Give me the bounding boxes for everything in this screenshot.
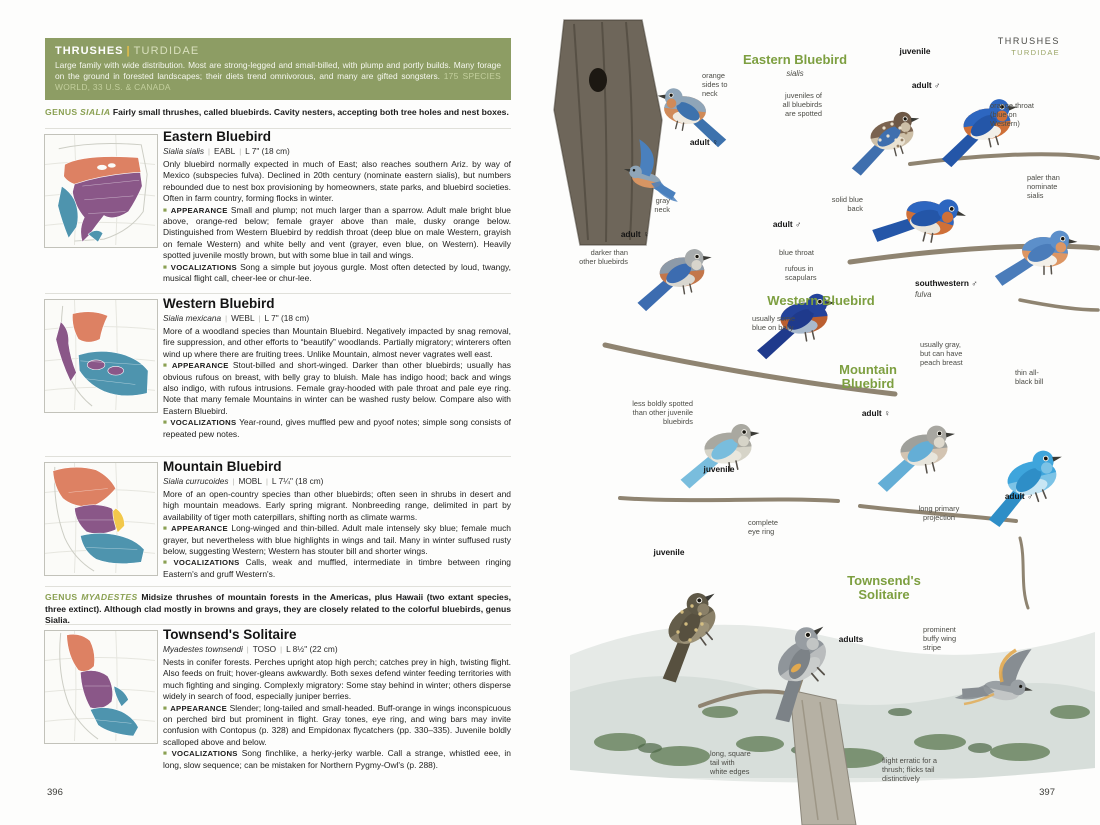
family-header-box — [45, 38, 511, 100]
species-meta: Myadestes townsendi | TOSO | L 8½" (22 cm) — [163, 644, 338, 654]
label-paler-than-nominate: paler than nominate sialis — [1027, 173, 1060, 200]
label-buffy-wing-stripe: prominent buffy wing stripe — [923, 625, 957, 652]
label-adult-female-mountain: adult ♀ — [861, 408, 891, 418]
label-complete-eye-ring: complete eye ring — [748, 518, 778, 536]
species-intro: More of an open-country species than other bluebirds; often seen in shrubs in desert and high mountain meadows. Early spring migrant. Nonbreeding range, delimited in part by availability of tiger moth caterpillars, shifting north as climate warms. — [163, 489, 511, 522]
label-western-bluebird-heading: Western Bluebird — [767, 293, 875, 308]
species-vocalizations: ■ VOCALIZATIONS Calls, weak and muffled, intermediate in timbre between ringing Eastern's and gruff Western's. — [163, 557, 511, 579]
running-header-latin: TURDIDAE — [1011, 48, 1060, 57]
species-size: L 8½" (22 cm) — [286, 644, 338, 654]
genus-sialia-line: GENUS SIALIA Fairly small thrushes, called bluebirds. Cavity nesters, accepting both tree holes and nest boxes. — [45, 107, 509, 117]
banding-code: EABL — [214, 146, 236, 156]
species-name: Mountain Bluebird — [163, 459, 282, 474]
label-solid-blue-back: solid blue back — [831, 195, 863, 213]
annotation-layer — [550, 0, 1100, 825]
species-appearance: ■ APPEARANCE Long-winged and thin-billed. Adult male intensely sky blue; female much grayer, but nevertheless with blue highlights in wings and tail. Many in winter suffused rusty below, suggesting Western; Western has stouter bill and shorter wings. — [163, 523, 511, 557]
label-thin-all-black-bill: thin all- black bill — [1015, 368, 1044, 386]
label-southwestern-male: southwestern ♂ — [915, 278, 978, 288]
label-darker-than-other: darker than other bluebirds — [579, 248, 628, 266]
species-account-western-bluebird — [163, 297, 511, 440]
label-mountain-bluebird-heading: Mountain Bluebird — [839, 362, 897, 391]
label-adult-female-eastern: adult ♀ — [689, 137, 719, 147]
range-map-mountain-bluebird — [44, 462, 158, 576]
page-right — [550, 0, 1100, 825]
species-name: Townsend's Solitaire — [163, 627, 297, 642]
bullet-icon: ■ — [163, 525, 169, 533]
label-orange-throat: orange throat (blue on Western) — [990, 101, 1034, 128]
species-size: L 7" (18 cm) — [264, 313, 310, 323]
bullet-icon: ■ — [163, 704, 168, 712]
section-divider — [45, 456, 511, 457]
label-juvenile-townsends: juvenile — [653, 547, 685, 557]
family-title-name: THRUSHES — [55, 45, 124, 57]
range-map-eastern-bluebird — [44, 134, 158, 248]
species-meta: Sialia sialis | EABL | L 7" (18 cm) — [163, 146, 290, 156]
label-rufous-in-scapulars: rufous in scapulars — [785, 264, 817, 282]
family-title-divider: | — [126, 45, 131, 57]
range-map-western-bluebird — [44, 299, 158, 413]
species-account-mountain-bluebird — [163, 460, 511, 580]
label-long-primary-projection: long primary projection — [918, 504, 960, 522]
species-meta: Sialia mexicana | WEBL | L 7" (18 cm) — [163, 313, 310, 323]
species-size: L 7" (18 cm) — [245, 146, 290, 156]
label-juvenile-mountain: juvenile — [703, 464, 735, 474]
section-divider — [45, 624, 511, 625]
banding-code: MOBL — [238, 476, 262, 486]
species-intro: More of a woodland species than Mountain Bluebird. Negatively impacted by snag removal, fire suppression, and other efforts to “beautify” woodlands. Partially migratory; winterers often wind up where there are fruiting trees. Unlike Mountain, almost never vagrates well east. — [163, 326, 511, 359]
section-divider — [45, 128, 511, 129]
range-map-townsends-solitaire — [44, 630, 158, 744]
genus-myadestes-line: GENUS MYADESTES Midsize thrushes of mountain forests in the Americas, plus Hawaii (two extant species, three extinct). Although clad mostly in browns and grays, they are closely related to the colorful bluebirds, genus Sialia. — [45, 592, 511, 625]
species-account-townsends-solitaire — [163, 628, 511, 771]
label-less-boldly-spotted: less boldly spotted than other juvenile bluebirds — [632, 399, 693, 426]
species-intro: Only bluebird normally expected in much of East; also reaches southern Ariz. by way of Mexico (subspecies fulva). Declined in 20th century (nominate eastern sialis), but numbers rebounded due to nest box provisioning by homeowners, state parks, and bluebird societies. Often in farm country, forming flocks in winter. — [163, 159, 511, 204]
section-divider — [45, 293, 511, 294]
species-vocalizations: ■ VOCALIZATIONS Song a simple but joyous gurgle. Most often detected by loud, twangy, musical flight call, cheer-lee or chur-lee. — [163, 261, 511, 284]
label-long-square-tail: long, square tail with white edges — [710, 749, 751, 776]
label-eastern-bluebird-subspecies: sialis — [786, 69, 804, 78]
label-orange-sides-to-neck: orange sides to neck — [702, 71, 728, 98]
label-gray-neck: gray neck — [654, 196, 670, 214]
label-southwestern-fulva: fulva — [915, 290, 932, 299]
label-adults-townsends: adults — [838, 634, 864, 644]
banding-code: WEBL — [231, 313, 255, 323]
label-juveniles-spotted: juveniles of all bluebirds are spotted — [782, 91, 822, 118]
species-intro: Nests in conifer forests. Perches upright atop high perch; catches prey in high, twisting flight. Also feeds on fruit; hover-gleans awkwardly. Both sexes defend winter feeding territories with much fighting and singing. Complexly migratory: Some stay behind in winter; others disperse widely in search of food, especially juniper berries. — [163, 657, 511, 702]
bullet-icon: ■ — [163, 419, 168, 427]
label-eastern-bluebird-heading: Eastern Bluebird — [742, 52, 848, 67]
label-adult-male-western: adult ♂ — [772, 219, 802, 229]
species-name: Western Bluebird — [163, 296, 275, 311]
label-usually-gray-peach: usually gray, but can have peach breast — [920, 340, 963, 367]
scientific-name: Myadestes townsendi — [163, 644, 243, 654]
species-appearance: ■ APPEARANCE Small and plump; not much larger than a sparrow. Adult male bright blue above, orange-red below; female grayer above than male, dusky orange below. Distinguished from Western Bluebird by reddish throat (deep blue on male Western, grayish on female Western) and white belly and vent (grayer, even blue, on Western). Heavily spotted juvenile mostly brown, but with some blue in tail and wings. — [163, 204, 511, 261]
family-title — [55, 45, 501, 57]
label-townsends-heading: Townsend's Solitaire — [847, 573, 921, 602]
family-title-latin: TURDIDAE — [133, 45, 200, 57]
label-juvenile-eastern: juvenile — [899, 46, 931, 56]
banding-code: TOSO — [252, 644, 277, 654]
family-species-stats: 175 SPECIES WORLD, 33 U.S. & CANADA — [55, 71, 502, 92]
bullet-icon: ■ — [163, 362, 169, 370]
bullet-icon: ■ — [163, 206, 168, 214]
bullet-icon: ■ — [163, 750, 169, 758]
family-description: Large family with wide distribution. Most are strong-legged and small-billed, with plump and portly builds. Many forage on the ground in forested landscapes; their diets trend omnivorous, and many are gifted songsters. 175 SPECIES WORLD, 33 U.S. & CANADA — [55, 60, 502, 92]
label-blue-throat: blue throat — [779, 248, 814, 257]
species-meta: Sialia currucoides | MOBL | L 7¼" (18 cm) — [163, 476, 324, 486]
page-number-right: 397 — [1039, 787, 1055, 798]
label-flight-erratic: flight erratic for a thrush; flicks tail distinctively — [882, 756, 938, 783]
scientific-name: Sialia mexicana — [163, 313, 222, 323]
running-header-family: THRUSHES — [997, 36, 1060, 46]
species-vocalizations: ■ VOCALIZATIONS Year-round, gives muffled pew and pyoof notes; simple song consists of repeated pew notes. — [163, 417, 511, 439]
section-divider — [45, 586, 511, 587]
species-appearance: ■ APPEARANCE Stout-billed and short-winged. Darker than other bluebirds; usually has obvious rufous on breast, with belly gray to bluish. Male has indigo hood; back and wings also indigo, with rufous intrusions. Female gray-hooded with pale throat and pale eye ring. Note that many female Mountains in winter can be washed rusty below. Compare also with Eastern Bluebird. — [163, 360, 511, 416]
species-appearance: ■ APPEARANCE Slender; long-tailed and small-headed. Buff-orange in wings inconspicuous on perched bird but prominent in flight. Gray tones, eye ring, and wing bars may invite confusion with Contopus (p. 328) and Empidonax flycatchers (pp. 330–335). Juvenile boldly scalloped above and below. — [163, 702, 511, 747]
label-adult-female-western: adult ♀ — [620, 229, 650, 239]
label-adult-male-eastern: adult ♂ — [911, 80, 941, 90]
species-name: Eastern Bluebird — [163, 129, 272, 144]
bullet-icon: ■ — [163, 559, 171, 567]
species-vocalizations: ■ VOCALIZATIONS Song finchlike, a herky-jerky warble. Call a strange, whistled eee, in long, slow sequence; can be mistaken for Northern Pygmy-Owl's (p. 288). — [163, 748, 511, 770]
scientific-name: Sialia currucoides — [163, 476, 229, 486]
page-number-left: 396 — [47, 787, 63, 798]
scientific-name: Sialia sialis — [163, 146, 205, 156]
bullet-icon: ■ — [163, 263, 168, 271]
species-account-eastern-bluebird — [163, 130, 511, 284]
species-size: L 7¼" (18 cm) — [271, 476, 324, 486]
label-adult-male-mountain: adult ♂ — [1004, 491, 1034, 501]
label-usually-blue-on-belly: usually some blue on belly — [752, 314, 796, 332]
